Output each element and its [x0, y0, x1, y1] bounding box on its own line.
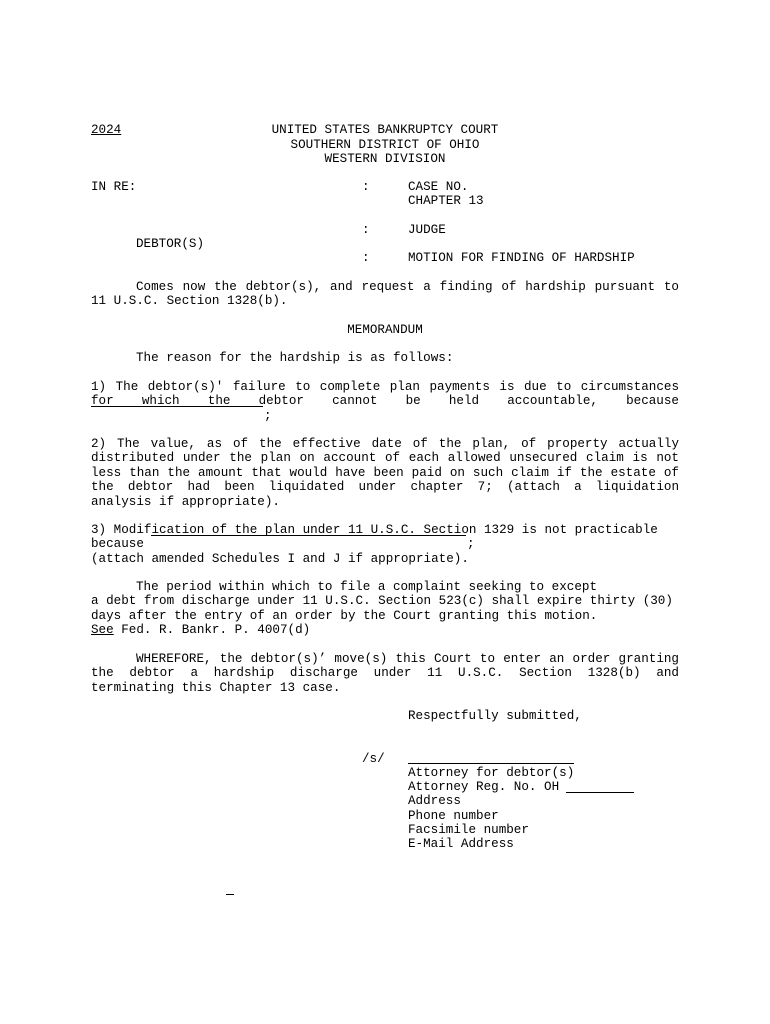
- email-label: E-Mail Address: [408, 837, 514, 851]
- chapter-label: CHAPTER 13: [408, 194, 484, 208]
- item-3-blank: [151, 535, 466, 536]
- judge-label: JUDGE: [408, 223, 446, 237]
- item-3-line-1: 3) Modification of the plan under 11 U.S.C. Section 1329 is not practicable: [91, 523, 658, 537]
- caption-colon-3: :: [362, 251, 370, 265]
- item-1-end: ;: [264, 409, 272, 423]
- item-1-blank: [91, 406, 263, 407]
- court-district: SOUTHERN DISTRICT OF OHIO: [290, 138, 480, 152]
- court-division: WESTERN DIVISION: [324, 152, 446, 166]
- caption-colon-1: :: [362, 180, 370, 194]
- wherefore-paragraph: WHEREFORE, the debtor(s)’ move(s) this Court to enter an order granting the debtor a hardship discharge under 11 U.S.C. Section 1328(b) and terminating this Chapter 13 case.: [91, 652, 679, 695]
- item-3-end: ;: [467, 537, 475, 551]
- signature-line: [408, 763, 574, 764]
- reason-intro: The reason for the hardship is as follows:: [136, 351, 454, 365]
- item-3-line-3: (attach amended Schedules I and J if appropriate).: [91, 552, 469, 566]
- in-re-label: IN RE:: [91, 180, 137, 194]
- intro-paragraph: Comes now the debtor(s), and request a finding of hardship pursuant to 11 U.S.C. Section 1328(b).: [91, 280, 679, 309]
- motion-title: MOTION FOR FINDING OF HARDSHIP: [408, 251, 635, 265]
- footer-dash: [226, 894, 234, 895]
- item-2-text: 2) The value, as of the effective date of the plan, of property actually distributed under the plan on account of each allowed unsecured claim is not less than the amount that would have been paid on such claim if the estate of the debtor had been liquidated under chapter 7; (attach a liquidation analysis if appropriate).: [91, 437, 679, 509]
- caption-colon-2: :: [362, 223, 370, 237]
- period-line-1: The period within which to file a complaint seeking to except: [136, 580, 598, 594]
- attorney-label: Attorney for debtor(s): [408, 766, 575, 780]
- phone-label: Phone number: [408, 809, 499, 823]
- debtors-label: DEBTOR(S): [136, 237, 205, 251]
- attorney-reg-blank: [566, 792, 634, 793]
- memorandum-heading: MEMORANDUM: [347, 323, 423, 337]
- court-name: UNITED STATES BANKRUPTCY COURT: [271, 123, 499, 137]
- item-3-because: because: [91, 537, 144, 551]
- signature-mark: /s/: [362, 752, 385, 766]
- case-no-label: CASE NO.: [408, 180, 469, 194]
- fax-label: Facsimile number: [408, 823, 529, 837]
- respectfully-submitted: Respectfully submitted,: [408, 709, 582, 723]
- item-1-text: 1) The debtor(s)' failure to complete plan payments is due to circumstances for which the debtor cannot be held accountable, because: [91, 380, 679, 409]
- see-signal: See: [91, 623, 114, 637]
- see-rule: Fed. R. Bankr. P. 4007(d): [113, 623, 311, 637]
- period-line-2: a debt from discharge under 11 U.S.C. Section 523(c) shall expire thirty (30): [91, 594, 673, 608]
- period-line-3: days after the entry of an order by the Court granting this motion.: [91, 609, 598, 623]
- address-label: Address: [408, 794, 461, 808]
- attorney-reg-label: Attorney Reg. No. OH: [408, 780, 560, 794]
- see-citation: [91, 623, 310, 637]
- document-year: 2024: [91, 123, 122, 137]
